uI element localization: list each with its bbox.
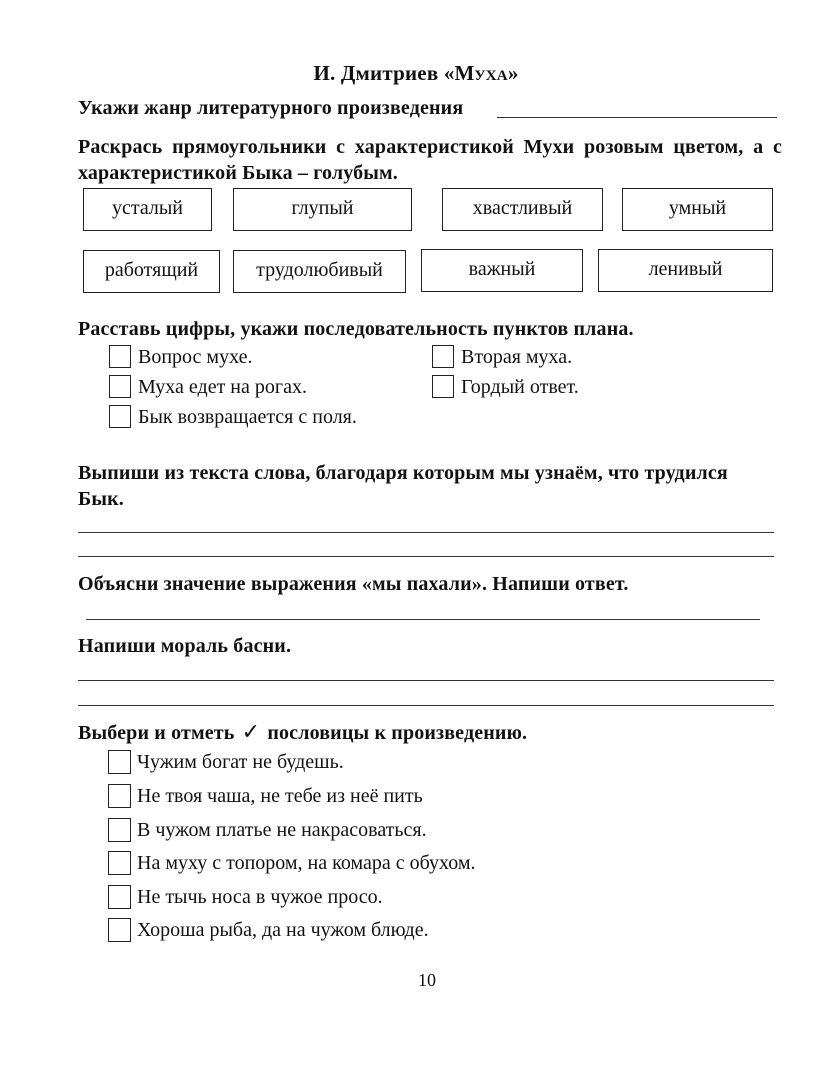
proverb-checkbox-5[interactable] [108,885,131,909]
page-number: 10 [418,970,436,990]
meaning-task-prompt: Объясни значение выражения «мы пахали». Напиши ответ. [78,573,629,595]
proverb-item: Хороша рыба, да на чужом блюде. [137,919,429,941]
plan-number-box-1[interactable] [109,345,131,368]
proverbs-task-prompt [78,719,527,746]
checkmark-icon: ✓ [241,719,261,744]
worksheet-title [0,61,832,86]
plan-item: Бык возвращается с поля. [138,406,357,428]
words-task-prompt-line2: Бык. [78,488,124,510]
trait-label: хвастливый [472,196,573,219]
genre-prompt: Укажи жанр литературного произведения [78,97,464,119]
trait-label: глупый [291,196,354,219]
proverb-item: Не твоя чаша, не тебе из неё пить [137,785,423,807]
proverb-item: Не тычь носа в чужое просо. [137,886,383,908]
work-title: «Муха» [443,61,519,85]
plan-number-box-5[interactable] [432,375,454,398]
proverb-checkbox-3[interactable] [108,818,131,842]
moral-answer-line-1[interactable] [78,680,774,681]
color-task-prompt: Раскрась прямоугольники с характеристикой Мухи розовым цветом, а с характеристикой Быка – голубым. [78,136,782,184]
moral-answer-line-2[interactable] [78,705,774,706]
proverb-checkbox-2[interactable] [108,784,131,808]
plan-task-prompt: Расставь цифры, укажи последовательность пунктов плана. [78,318,634,340]
author-name: И. Дмитриев [313,61,439,85]
plan-item: Муха едет на рогах. [138,376,307,398]
proverb-item: Чужим богат не будешь. [137,751,344,773]
trait-box-tired[interactable] [83,188,212,231]
words-answer-line-2[interactable] [78,556,774,557]
trait-box-smart[interactable] [622,188,773,231]
words-answer-line-1[interactable] [78,532,774,533]
trait-box-industrious[interactable] [233,250,406,293]
moral-task-prompt: Напиши мораль басни. [78,635,292,657]
proverbs-prompt-after: пословицы к произведению. [267,722,528,744]
proverb-checkbox-1[interactable] [108,750,131,774]
plan-item: Вторая муха. [461,346,573,368]
words-task-prompt-line1: Выпиши из текста слова, благодаря которым мы узнаём, что трудился [78,462,728,484]
plan-item: Вопрос мухе. [138,346,253,368]
meaning-answer-line[interactable] [86,619,760,620]
trait-box-stupid[interactable] [233,188,412,231]
trait-label: трудолюбивый [256,258,383,281]
proverb-checkbox-6[interactable] [108,918,131,942]
plan-number-box-2[interactable] [109,375,131,398]
trait-label: работящий [104,258,199,281]
trait-box-lazy[interactable] [598,249,773,292]
trait-label: усталый [111,196,184,219]
proverb-item: На муху с топором, на комара с обухом. [137,852,476,874]
trait-box-important[interactable] [421,249,583,292]
plan-number-box-3[interactable] [109,405,131,428]
genre-answer-line[interactable] [497,117,777,118]
trait-label: важный [468,257,536,280]
proverb-item: В чужом платье не накрасоваться. [137,819,427,841]
plan-number-box-4[interactable] [432,345,454,368]
plan-item: Гордый ответ. [461,376,579,398]
trait-label: умный [668,196,727,219]
trait-box-hardworking[interactable] [83,250,220,293]
proverb-checkbox-4[interactable] [108,851,131,875]
proverbs-prompt-before: Выбери и отметь [78,722,235,744]
trait-label: ленивый [648,257,723,280]
trait-box-boastful[interactable] [442,188,603,231]
